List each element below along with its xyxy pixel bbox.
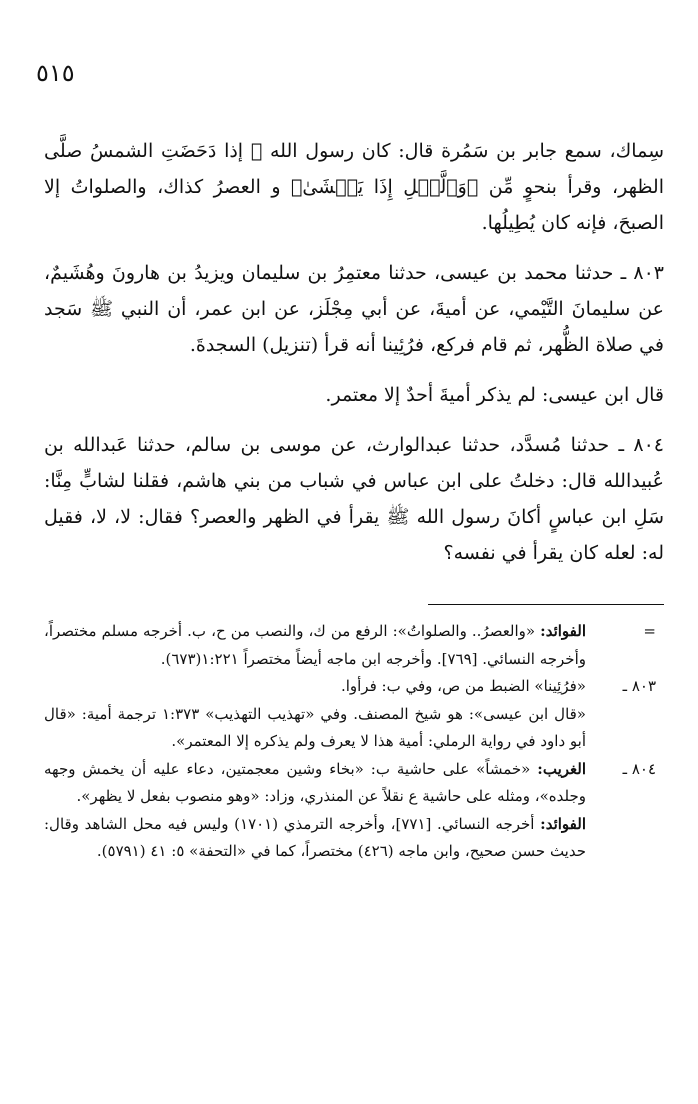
footnote-paragraph [44,618,586,673]
footnotes [44,618,656,866]
footnote-paragraph [44,673,586,701]
footnote-paragraph [44,701,586,756]
footnote-number: ٨٠٤ ـ [622,759,656,778]
footnote-label: الفوائد: [540,622,586,640]
footnote-text: أخرجه النسائي. [٧٧١]، وأخرجه الترمذي (١٧٠١) وليس فيه محل الشاهد وقال: حديث حسن صحيح، وابن ماجه (٤٢٦) مختصراً، كما في «التحفة» ٥: ٤١ (٥٧٩١). [44,814,586,860]
footnote-text: «قال ابن عيسى»: هو شيخ المصنف. وفي «تهذيب التهذيب» ١:٣٧٣ ترجمة أمية: «قال أبو داود في رواية الرملي: أمية هذا لا يعرف ولم يذكره إلا المعتمر». [44,704,586,750]
footnote-divider [428,604,664,605]
footnote-paragraph [44,756,586,811]
footnote-803 [44,673,656,756]
footnote-label: الغريب: [537,759,586,778]
hadith-802-continuation: سِماك، سمع جابر بن سَمُرة قال: كان رسول الله ﷺ إذا دَحَضَتِ الشمسُ صلَّى الظهر، وقرأ بنحوٍ مِّن ﴿وَٱلَّيۡلِ إِذَا يَغۡشَىٰ﴾ و العصرُ كذاك، والصلواتُ إلا الصبحَ، فإنه كان يُطِيلُها. [44,140,664,234]
footnote-paragraph [44,811,586,866]
page-number: ٥١٥ [36,59,75,87]
footnote-804 [44,756,656,866]
footnote-text: «والعصرُ.. والصلواتُ»: الرفع من ك، والنصب من ح، ب. أخرجه مسلم مختصراً، وأخرجه النسائي. [٧٦٩]. وأخرجه ابن ماجه أيضاً مختصراً ١:٢٢١(٦٧٣). [44,622,586,668]
main-text [44,133,664,585]
footnote-text: «فرُئِينا» الضبط من ص، وفي ب: فرأوا. [340,677,586,695]
hadith-803: ٨٠٣ ـ حدثنا محمد بن عيسى، حدثنا معتمِرُ بن سليمان ويزيدُ بن هارونَ وهُشَيمٌ، عن سليمانَ التَّيْمي، عن أميةَ، عن أبي مِجْلَز، عن ابن عمر، أن النبي ﷺ سَجد في صلاة الظُّهر، ثم قام فركع، فرُئِينا أنه قرأ (تنزيل) السجدةَ. [44,262,664,356]
footnote-number: ٨٠٣ ـ [622,677,656,695]
footnote-802 [44,618,656,673]
footnote-number: = [643,622,656,640]
footnote-text: «خمشاً» على حاشية ب: «بخاء وشين معجمتين، دعاء عليه أن يخمش وجهه وجلده»، ومثله على حاشية ع نقلاً عن المنذري، وزاد: «وهو منصوب بفعل لا يظهر». [44,759,586,805]
hadith-803-comment: قال ابن عيسى: لم يذكر أميةَ أحدٌ إلا معتمر. [325,384,664,406]
hadith-804: ٨٠٤ ـ حدثنا مُسدَّد، حدثنا عبدالوارث، عن موسى بن سالم، حدثنا عَبدالله بن عُبيدالله قال: دخلتُ على ابن عباس في شباب من بني هاشم، فقلنا لشابٍّ مِنَّا: سَلِ ابن عباسٍ أكانَ رسول الله ﷺ يقرأ في الظهر والعصر؟ فقال: لا، لا، فقيل له: لعله كان يقرأ في نفسه؟ [44,434,664,564]
footnote-label: الفوائد: [540,814,586,833]
